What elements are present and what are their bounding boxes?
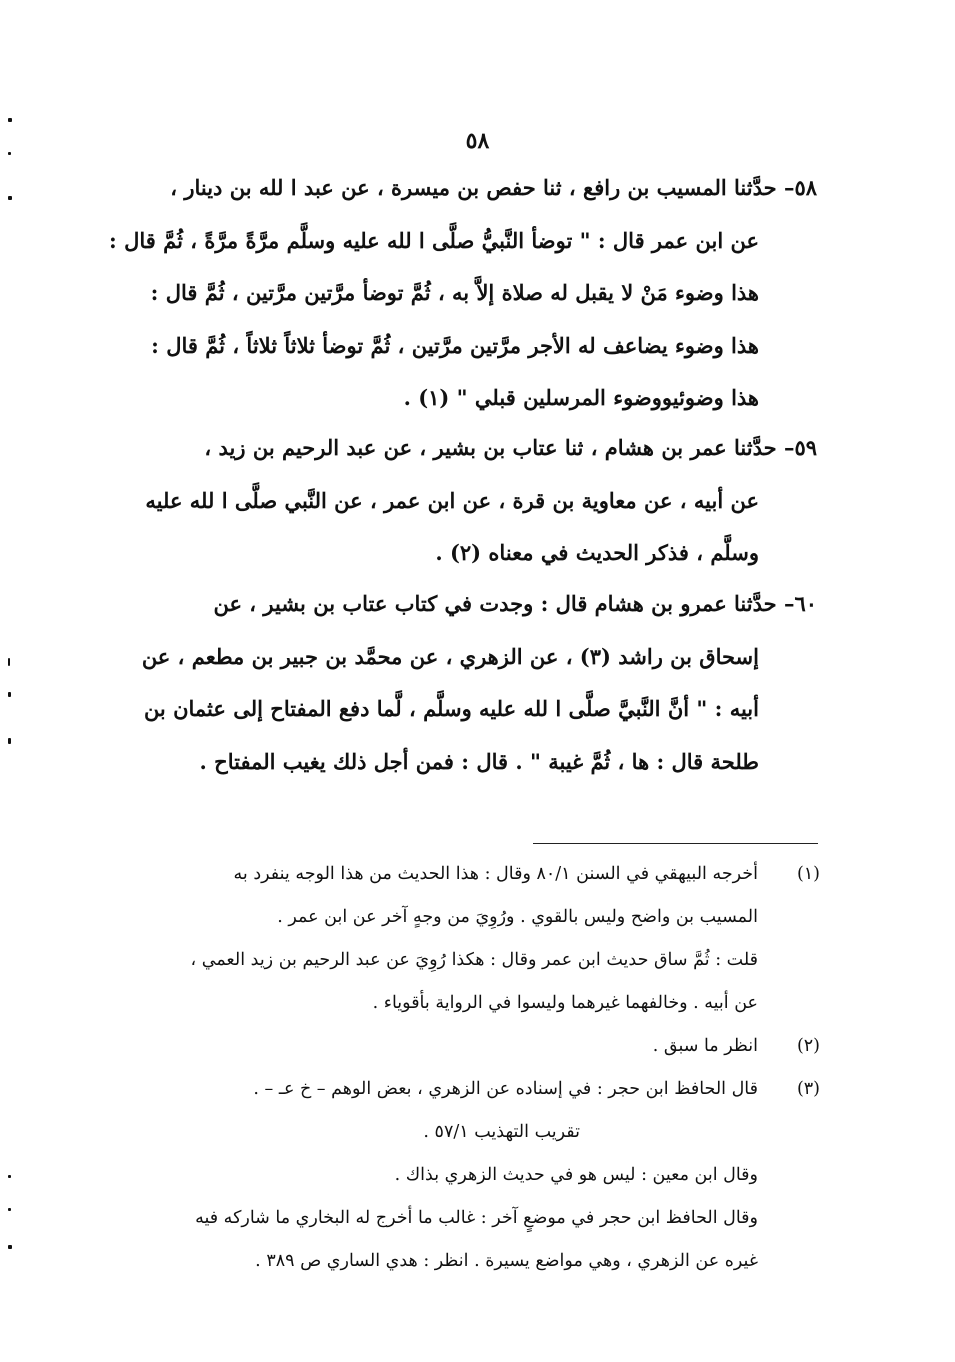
hadith-60 bbox=[95, 578, 817, 788]
footnote-line: قلت : ثُمَّ ساق حديث ابن عمر وقال : هكذا رُوِيَ عن عبد الرحيم بن زيد العمي ، bbox=[190, 950, 758, 970]
scan-speck bbox=[8, 196, 12, 200]
hadith-line: طلحة قال : ها ، ثُمَّ غيبة " . قال : فمن أجل ذلك يغيب المفتاح . bbox=[199, 748, 759, 774]
footnote-divider bbox=[533, 843, 818, 844]
hadith-text: حدَّثنا المسيب بن رافع ، ثنا حفص بن ميسرة ، عن عبد ا لله بن دينار ، bbox=[170, 175, 777, 200]
footnote-text: انظر ما سبق . bbox=[652, 1036, 758, 1056]
footnote-line: وقال الحافظ ابن حجر في موضعٍ آخر : غالب ما أخرج له البخاري ما شاركه فيه bbox=[195, 1208, 758, 1228]
hadith-line bbox=[95, 422, 817, 475]
scan-speck bbox=[8, 1208, 11, 1211]
footnote-line: تقريب التهذيب ٥٧/١ . bbox=[423, 1122, 580, 1142]
footnote-text: قال الحافظ ابن حجر : في إسناده عن الزهري ، بعض الوهم – خ عـ – . bbox=[253, 1079, 758, 1099]
footnote-line: المسيب بن واضح وليس بالقوي . ورُوِيَ من وجهٍ آخر عن ابن عمر . bbox=[277, 907, 758, 927]
page-number: ٥٨ bbox=[465, 128, 490, 154]
hadith-58 bbox=[95, 162, 817, 425]
hadith-text: حدَّثنا عمرو بن هشام قال : وجدت في كتاب عتاب بن بشير ، عن bbox=[213, 591, 777, 616]
hadith-line: إسحاق بن راشد (٣) ، عن الزهري ، عن محمَّد بن جبير بن مطعم ، عن bbox=[141, 643, 759, 669]
footnote-number: (٣) bbox=[796, 1079, 820, 1099]
scan-speck bbox=[8, 118, 12, 122]
hadith-line: عن أبيه ، عن معاوية بن قرة ، عن ابن عمر ، عن النَّبي صلَّى ا لله عليه bbox=[145, 487, 759, 513]
hadith-59 bbox=[95, 422, 817, 580]
hadith-number: ٦٠– bbox=[783, 591, 817, 616]
footnote-1 bbox=[95, 853, 820, 896]
hadith-line bbox=[95, 162, 817, 215]
footnote-line: وقال ابن معين : ليس هو في حديث الزهري بذاك . bbox=[394, 1165, 758, 1185]
hadith-line: أبيه : " أنَّ النَّبيَّ صلَّى ا لله عليه وسلَّم ، لَّما دفع المفتاح إلى عثمان بن bbox=[143, 696, 759, 721]
footnote-3 bbox=[95, 1068, 820, 1111]
footnote-line: غيره عن الزهري ، وهي مواضع يسيرة . انظر : هدي الساري ص ٣٨٩ . bbox=[255, 1251, 758, 1271]
footnote-number: (٢) bbox=[796, 1036, 820, 1056]
footnote-number: (١) bbox=[796, 864, 820, 884]
scan-speck bbox=[8, 1175, 11, 1178]
hadith-line: هذا وضوء يضاعف له الأجر مرَّتين مرَّتين ، ثُمَّ توضأ ثلاثاً ثلاثاً ، ثُمَّ قال : bbox=[151, 332, 759, 358]
scan-speck bbox=[8, 692, 11, 697]
hadith-text: حدَّثنا عمر بن هشام ، ثنا عتاب بن بشير ، عن عبد الرحيم بن زيد ، bbox=[204, 435, 777, 460]
scan-speck bbox=[8, 152, 11, 155]
footnote-2 bbox=[95, 1025, 820, 1068]
hadith-number: ٥٩– bbox=[783, 435, 817, 460]
scan-speck bbox=[8, 658, 10, 666]
hadith-line: هذا وضوئيووضوء المرسلين قبلي " (١) . bbox=[403, 385, 759, 410]
hadith-line: هذا وضوء مَنْ لا يقبل له صلاة إلاَّ به ، ثُمَّ توضأ مرَّتين مرَّتين ، ثُمَّ قال : bbox=[150, 280, 759, 305]
footnotes bbox=[95, 853, 820, 1283]
hadith-line: عن ابن عمر قال : " توضأ النَّبيُّ صلَّى ا لله عليه وسلَّم مرَّةً مرَّةً ، ثُمَّ قال : bbox=[109, 227, 759, 253]
hadith-line bbox=[95, 578, 817, 631]
hadith-line: وسلَّم ، فذكر الحديث في معناه (٢) . bbox=[435, 540, 759, 565]
scan-speck bbox=[8, 1245, 12, 1249]
footnote-text: أخرجه البيهقي في السنن ٨٠/١ وقال : هذا الحديث من هذا الوجه ينفرد به bbox=[233, 864, 758, 884]
scan-speck bbox=[8, 738, 11, 744]
hadith-number: ٥٨– bbox=[783, 175, 817, 200]
footnote-line: عن أبيه . وخالفهما غيرهما وليسوا في الرواية بأقوياء . bbox=[372, 993, 758, 1013]
